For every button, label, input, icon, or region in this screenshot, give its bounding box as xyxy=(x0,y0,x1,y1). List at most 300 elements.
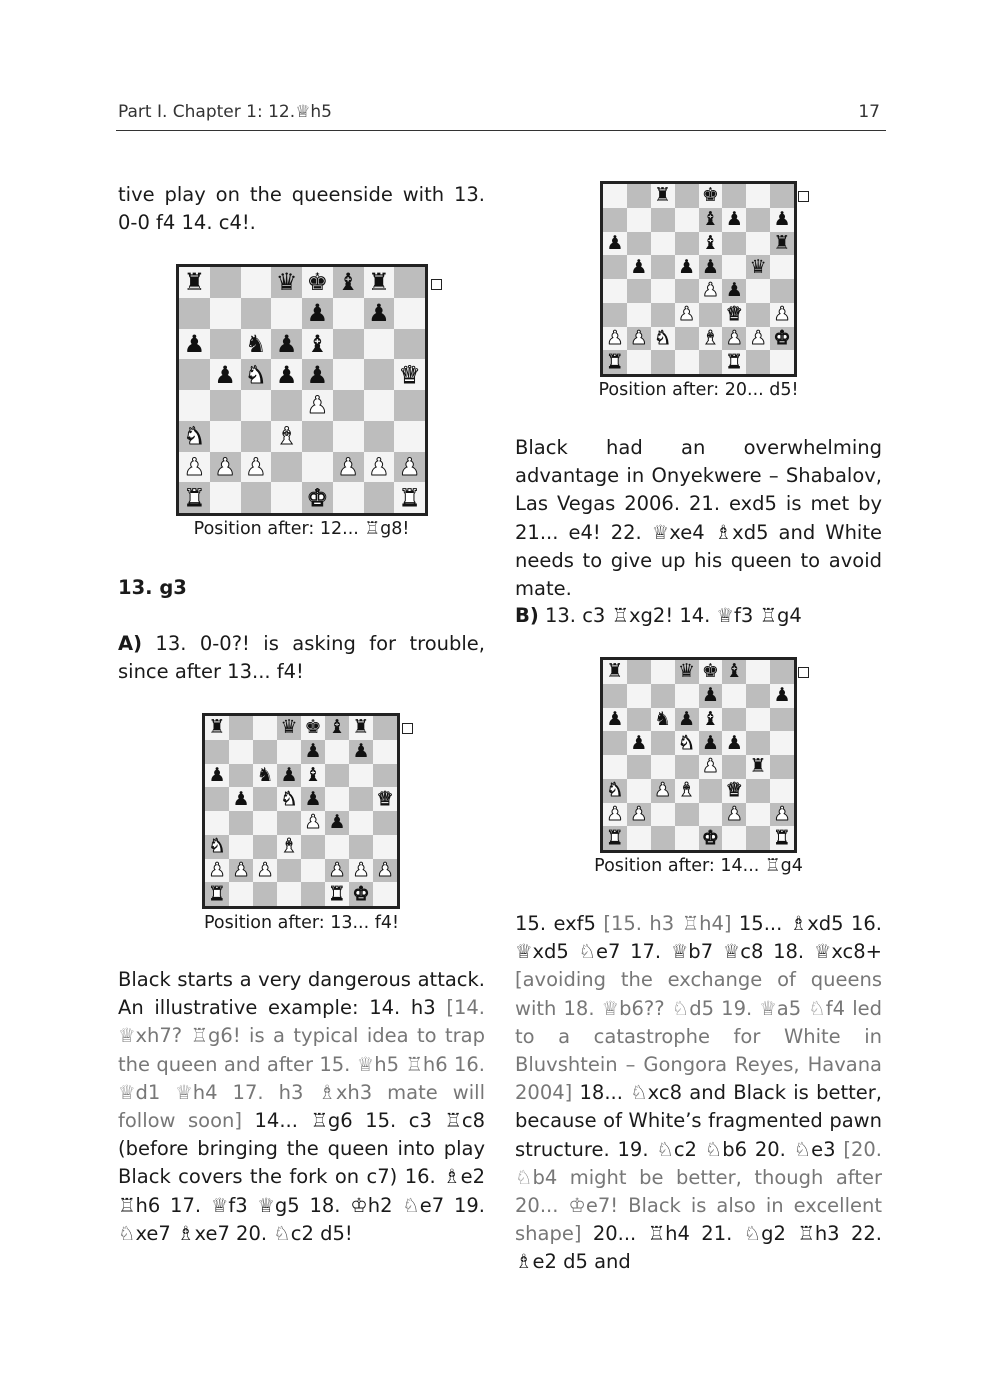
board-square xyxy=(651,803,675,827)
board-square xyxy=(699,327,723,351)
board-square xyxy=(205,882,229,906)
board-square xyxy=(675,350,699,374)
board-square xyxy=(364,452,395,483)
board-square xyxy=(253,811,277,835)
white-bishop-icon: ♝ xyxy=(275,422,298,451)
chessboard xyxy=(600,181,797,377)
board-square xyxy=(627,779,651,803)
board-square xyxy=(699,184,723,208)
white-pawn-icon: ♟ xyxy=(214,452,236,481)
board-square xyxy=(364,421,395,452)
board-square xyxy=(699,232,723,256)
white-pawn-icon: ♟ xyxy=(352,858,370,881)
board-square xyxy=(394,298,425,329)
board-square xyxy=(699,350,723,374)
board-square xyxy=(675,826,699,850)
board-square xyxy=(229,835,253,859)
black-bishop-icon: ♝ xyxy=(337,268,359,297)
white-pawn-icon: ♟ xyxy=(701,755,719,778)
board-square xyxy=(229,859,253,883)
board-square xyxy=(349,811,373,835)
white-knight-icon: ♞ xyxy=(208,835,226,858)
board-square xyxy=(271,298,302,329)
board-square xyxy=(699,255,723,279)
white-pawn-icon: ♟ xyxy=(725,326,743,349)
board-square xyxy=(627,303,651,327)
board-square xyxy=(205,740,229,764)
white-pawn-icon: ♟ xyxy=(232,858,250,881)
white-rook-icon: ♜ xyxy=(606,826,624,849)
board-square xyxy=(301,787,325,811)
board-square xyxy=(722,327,746,351)
board-square xyxy=(302,329,333,360)
board-square xyxy=(746,731,770,755)
black-bishop-icon: ♝ xyxy=(701,707,719,730)
board-square xyxy=(302,267,333,298)
board-square xyxy=(746,803,770,827)
board-square xyxy=(746,755,770,779)
board-square xyxy=(675,731,699,755)
white-pawn-icon: ♟ xyxy=(654,779,672,802)
board-square xyxy=(627,731,651,755)
board-square xyxy=(627,279,651,303)
board-square xyxy=(603,303,627,327)
board-square xyxy=(675,755,699,779)
board-square xyxy=(333,329,364,360)
board-square xyxy=(373,787,397,811)
board-square xyxy=(746,327,770,351)
board-square xyxy=(722,255,746,279)
black-pawn-icon: ♟ xyxy=(280,763,298,786)
board-square xyxy=(627,232,651,256)
board-square xyxy=(241,390,272,421)
board-square xyxy=(179,267,210,298)
board-square xyxy=(253,716,277,740)
black-bishop-icon: ♝ xyxy=(306,329,329,358)
board-square xyxy=(333,298,364,329)
board-square xyxy=(603,208,627,232)
black-pawn-icon: ♟ xyxy=(368,299,390,328)
board-square xyxy=(675,279,699,303)
board-square xyxy=(205,811,229,835)
board-square xyxy=(770,255,794,279)
black-queen-icon: ♛ xyxy=(280,716,298,739)
black-pawn-icon: ♟ xyxy=(701,731,719,754)
black-queen-icon: ♛ xyxy=(678,660,696,683)
paragraph-continuation: 15. exf5 [15. h3 ♖h4] 15... ♗xd5 16. ♕xd5 ♘e7 17. ♕b7 ♕c8 18. ♕xc8+ [avoiding the exchange of queens with 18. ♕b6?? ♘d5 19. ♕a5 ♘f4 led to a catastrophe for White in Bluvshtein – Gongora Reyes, Havana 2004] 18... ♘xc8 and Black is better, because of White’s fragmented pawn structure. 19. ♘c2 ♘b6 20. ♘e3 [20. ♘b4 might be better, though after 20... ♔e7! Black is also in excellent shape] 20... ♖h4 21. ♘g2 ♖h3 22. ♗e2 d5 and xyxy=(515,912,882,1274)
black-pawn-icon: ♟ xyxy=(678,255,696,278)
board-square xyxy=(627,826,651,850)
black-pawn-icon: ♟ xyxy=(232,787,250,810)
running-header xyxy=(116,100,886,131)
board-square xyxy=(253,882,277,906)
board-square xyxy=(651,208,675,232)
board-square xyxy=(277,835,301,859)
board-square xyxy=(302,421,333,452)
board-square xyxy=(603,255,627,279)
board-square xyxy=(301,859,325,883)
white-pawn-icon: ♟ xyxy=(606,802,624,825)
board-square xyxy=(746,232,770,256)
board-square xyxy=(253,787,277,811)
board-square xyxy=(651,255,675,279)
board-square xyxy=(627,803,651,827)
black-king-icon: ♚ xyxy=(701,184,719,207)
chessboard xyxy=(202,713,400,909)
white-knight-icon: ♞ xyxy=(245,360,267,389)
board-square xyxy=(241,452,272,483)
board-square xyxy=(651,708,675,732)
black-pawn-icon: ♟ xyxy=(606,231,624,254)
white-pawn-icon: ♟ xyxy=(328,858,346,881)
board-square xyxy=(675,708,699,732)
board-square xyxy=(253,859,277,883)
white-pawn-icon: ♟ xyxy=(773,802,791,825)
board-square xyxy=(229,882,253,906)
board-square xyxy=(205,716,229,740)
variation-label: B) xyxy=(515,604,539,627)
board-square xyxy=(325,764,349,788)
board-square xyxy=(722,803,746,827)
white-rook-icon: ♜ xyxy=(725,350,743,373)
black-knight-icon: ♞ xyxy=(245,329,267,358)
white-pawn-icon: ♟ xyxy=(304,811,322,834)
board-square xyxy=(373,740,397,764)
black-pawn-icon: ♟ xyxy=(630,731,648,754)
board-square xyxy=(770,731,794,755)
black-king-icon: ♚ xyxy=(304,716,322,739)
board-square xyxy=(651,684,675,708)
board-square xyxy=(241,482,272,513)
board-square xyxy=(229,811,253,835)
black-pawn-icon: ♟ xyxy=(275,329,298,358)
board-square xyxy=(325,716,349,740)
board-square xyxy=(603,684,627,708)
white-pawn-icon: ♟ xyxy=(183,452,206,481)
board-square xyxy=(241,359,272,390)
board-square xyxy=(277,811,301,835)
board-square xyxy=(699,731,723,755)
black-rook-icon: ♜ xyxy=(749,755,767,778)
page-number: 17 xyxy=(858,102,880,122)
board-square xyxy=(394,329,425,360)
board-square xyxy=(210,267,241,298)
board-square xyxy=(651,184,675,208)
board-square xyxy=(241,421,272,452)
board-square xyxy=(699,208,723,232)
board-square xyxy=(229,716,253,740)
white-rook-icon: ♜ xyxy=(398,483,421,512)
board-square xyxy=(333,390,364,421)
paragraph-game-reference: Black had an overwhelming advantage in Onyekwere – Shabalov, Las Vegas 2006. 21. exd5 is met by 21... e4! 22. ♕xe4 ♗xd5 and White needs to give up his queen to avoid mate. xyxy=(515,436,882,601)
board-square xyxy=(205,764,229,788)
board-square xyxy=(302,452,333,483)
board-square xyxy=(373,764,397,788)
board-square xyxy=(722,208,746,232)
board-square xyxy=(603,184,627,208)
board-square xyxy=(333,452,364,483)
white-pawn-icon: ♟ xyxy=(749,326,767,349)
black-queen-icon: ♛ xyxy=(275,268,298,297)
variation-a: A) 13. 0-0?! is asking for trouble, since after 13... f4! xyxy=(118,632,485,684)
board-square xyxy=(205,835,229,859)
board-square xyxy=(373,811,397,835)
board-square xyxy=(675,779,699,803)
board-square xyxy=(651,779,675,803)
board-square xyxy=(699,684,723,708)
board-square xyxy=(302,482,333,513)
board-square xyxy=(271,421,302,452)
black-pawn-icon: ♟ xyxy=(701,255,719,278)
board-square xyxy=(364,267,395,298)
paragraph-intro: tive play on the queenside with 13. 0-0 f4 14. c4!. xyxy=(118,183,485,235)
white-rook-icon: ♜ xyxy=(208,882,226,905)
black-pawn-icon: ♟ xyxy=(183,329,206,358)
board-square xyxy=(301,716,325,740)
black-pawn-icon: ♟ xyxy=(773,684,791,707)
board-square xyxy=(699,755,723,779)
board-square xyxy=(271,329,302,360)
board-square xyxy=(746,350,770,374)
board-square xyxy=(210,390,241,421)
board-square xyxy=(699,303,723,327)
board-square xyxy=(746,255,770,279)
board-square xyxy=(603,731,627,755)
black-rook-icon: ♜ xyxy=(368,268,390,297)
board-square xyxy=(325,787,349,811)
side-to-move-marker xyxy=(402,723,413,734)
board-square xyxy=(349,882,373,906)
board-square xyxy=(210,329,241,360)
black-bishop-icon: ♝ xyxy=(701,231,719,254)
board-square xyxy=(699,279,723,303)
board-square xyxy=(253,740,277,764)
white-rook-icon: ♜ xyxy=(606,350,624,373)
white-pawn-icon: ♟ xyxy=(245,452,267,481)
board-square xyxy=(301,835,325,859)
board-square xyxy=(722,303,746,327)
black-queen-icon: ♛ xyxy=(749,255,767,278)
board-square xyxy=(333,421,364,452)
board-square xyxy=(722,779,746,803)
board-square xyxy=(229,740,253,764)
white-queen-icon: ♛ xyxy=(376,787,394,810)
white-pawn-icon: ♟ xyxy=(630,802,648,825)
board-square xyxy=(277,882,301,906)
board-square xyxy=(277,764,301,788)
black-knight-icon: ♞ xyxy=(654,707,672,730)
black-pawn-icon: ♟ xyxy=(630,255,648,278)
board-square xyxy=(333,267,364,298)
white-bishop-icon: ♝ xyxy=(678,779,696,802)
board-square xyxy=(675,327,699,351)
board-square xyxy=(651,731,675,755)
board-square xyxy=(241,329,272,360)
board-square xyxy=(277,787,301,811)
black-pawn-icon: ♟ xyxy=(306,299,329,328)
board-square xyxy=(271,359,302,390)
white-pawn-icon: ♟ xyxy=(306,391,329,420)
black-pawn-icon: ♟ xyxy=(725,731,743,754)
black-pawn-icon: ♟ xyxy=(275,360,298,389)
board-square xyxy=(770,708,794,732)
board-square xyxy=(627,755,651,779)
board-square xyxy=(627,327,651,351)
diagram-caption: Position after: 20... d5! xyxy=(598,380,799,400)
board-square xyxy=(364,359,395,390)
board-square xyxy=(241,298,272,329)
chessboard xyxy=(600,657,797,853)
board-square xyxy=(699,803,723,827)
board-square xyxy=(364,482,395,513)
board-square xyxy=(770,350,794,374)
black-rook-icon: ♜ xyxy=(606,660,624,683)
board-square xyxy=(627,708,651,732)
board-square xyxy=(651,350,675,374)
board-square xyxy=(770,303,794,327)
board-square xyxy=(349,859,373,883)
board-square xyxy=(746,660,770,684)
board-square xyxy=(301,882,325,906)
black-pawn-icon: ♟ xyxy=(606,707,624,730)
white-pawn-icon: ♟ xyxy=(337,452,359,481)
board-square xyxy=(394,390,425,421)
board-square xyxy=(627,208,651,232)
white-king-icon: ♚ xyxy=(701,826,719,849)
board-square xyxy=(271,390,302,421)
black-pawn-icon: ♟ xyxy=(328,811,346,834)
board-square xyxy=(373,716,397,740)
black-pawn-icon: ♟ xyxy=(304,740,322,763)
board-square xyxy=(253,764,277,788)
board-square xyxy=(349,787,373,811)
board-square xyxy=(722,660,746,684)
white-pawn-icon: ♟ xyxy=(256,858,274,881)
board-square xyxy=(651,826,675,850)
white-knight-icon: ♞ xyxy=(183,422,206,451)
board-square xyxy=(349,716,373,740)
board-square xyxy=(675,803,699,827)
black-rook-icon: ♜ xyxy=(208,716,226,739)
board-square xyxy=(770,232,794,256)
white-queen-icon: ♛ xyxy=(398,360,421,389)
board-square xyxy=(349,764,373,788)
white-pawn-icon: ♟ xyxy=(208,858,226,881)
board-square xyxy=(675,660,699,684)
board-square xyxy=(364,390,395,421)
board-square xyxy=(373,882,397,906)
board-square xyxy=(722,279,746,303)
black-pawn-icon: ♟ xyxy=(773,208,791,231)
variation-b: B) 13. c3 ♖xg2! 14. ♕f3 ♖g4 xyxy=(515,604,802,627)
board-square xyxy=(179,482,210,513)
board-square xyxy=(229,764,253,788)
board-square xyxy=(302,298,333,329)
board-square xyxy=(364,329,395,360)
board-square xyxy=(277,740,301,764)
side-to-move-marker xyxy=(431,279,442,290)
board-square xyxy=(325,835,349,859)
board-square xyxy=(675,184,699,208)
diagram-caption: Position after: 13... f4! xyxy=(203,913,400,933)
board-square xyxy=(394,359,425,390)
white-king-icon: ♚ xyxy=(306,483,329,512)
black-pawn-icon: ♟ xyxy=(701,684,719,707)
white-pawn-icon: ♟ xyxy=(606,326,624,349)
white-queen-icon: ♛ xyxy=(725,303,743,326)
board-square xyxy=(603,279,627,303)
board-square xyxy=(603,708,627,732)
board-square xyxy=(770,779,794,803)
board-square xyxy=(603,803,627,827)
board-square xyxy=(271,482,302,513)
white-pawn-icon: ♟ xyxy=(773,303,791,326)
black-pawn-icon: ♟ xyxy=(678,707,696,730)
board-square xyxy=(770,755,794,779)
board-square xyxy=(651,660,675,684)
board-square xyxy=(651,279,675,303)
white-pawn-icon: ♟ xyxy=(398,452,421,481)
black-rook-icon: ♜ xyxy=(654,184,672,207)
board-square xyxy=(722,708,746,732)
white-king-icon: ♚ xyxy=(773,326,791,349)
board-square xyxy=(179,421,210,452)
black-bishop-icon: ♝ xyxy=(304,763,322,786)
black-pawn-icon: ♟ xyxy=(352,740,370,763)
black-pawn-icon: ♟ xyxy=(208,763,226,786)
board-square xyxy=(627,350,651,374)
board-square xyxy=(229,787,253,811)
board-square xyxy=(770,660,794,684)
board-square xyxy=(770,208,794,232)
board-square xyxy=(302,390,333,421)
board-square xyxy=(333,482,364,513)
board-square xyxy=(241,267,272,298)
board-square xyxy=(210,421,241,452)
board-square xyxy=(394,452,425,483)
white-queen-icon: ♛ xyxy=(725,779,743,802)
board-square xyxy=(210,359,241,390)
white-rook-icon: ♜ xyxy=(183,483,206,512)
black-king-icon: ♚ xyxy=(701,660,719,683)
white-pawn-icon: ♟ xyxy=(725,802,743,825)
black-bishop-icon: ♝ xyxy=(701,208,719,231)
white-pawn-icon: ♟ xyxy=(368,452,390,481)
move-heading: 13. g3 xyxy=(118,576,187,599)
board-square xyxy=(722,731,746,755)
variation-label: A) xyxy=(118,632,143,655)
white-pawn-icon: ♟ xyxy=(376,858,394,881)
board-square xyxy=(627,660,651,684)
board-square xyxy=(722,350,746,374)
board-square xyxy=(253,835,277,859)
board-square xyxy=(603,755,627,779)
board-square xyxy=(770,327,794,351)
black-rook-icon: ♜ xyxy=(773,231,791,254)
board-square xyxy=(722,684,746,708)
board-square xyxy=(373,859,397,883)
white-pawn-icon: ♟ xyxy=(678,303,696,326)
board-square xyxy=(722,232,746,256)
board-square xyxy=(349,740,373,764)
board-square xyxy=(651,232,675,256)
board-square xyxy=(746,184,770,208)
board-square xyxy=(651,327,675,351)
board-square xyxy=(699,660,723,684)
board-square xyxy=(210,298,241,329)
board-square xyxy=(603,826,627,850)
board-square xyxy=(271,267,302,298)
